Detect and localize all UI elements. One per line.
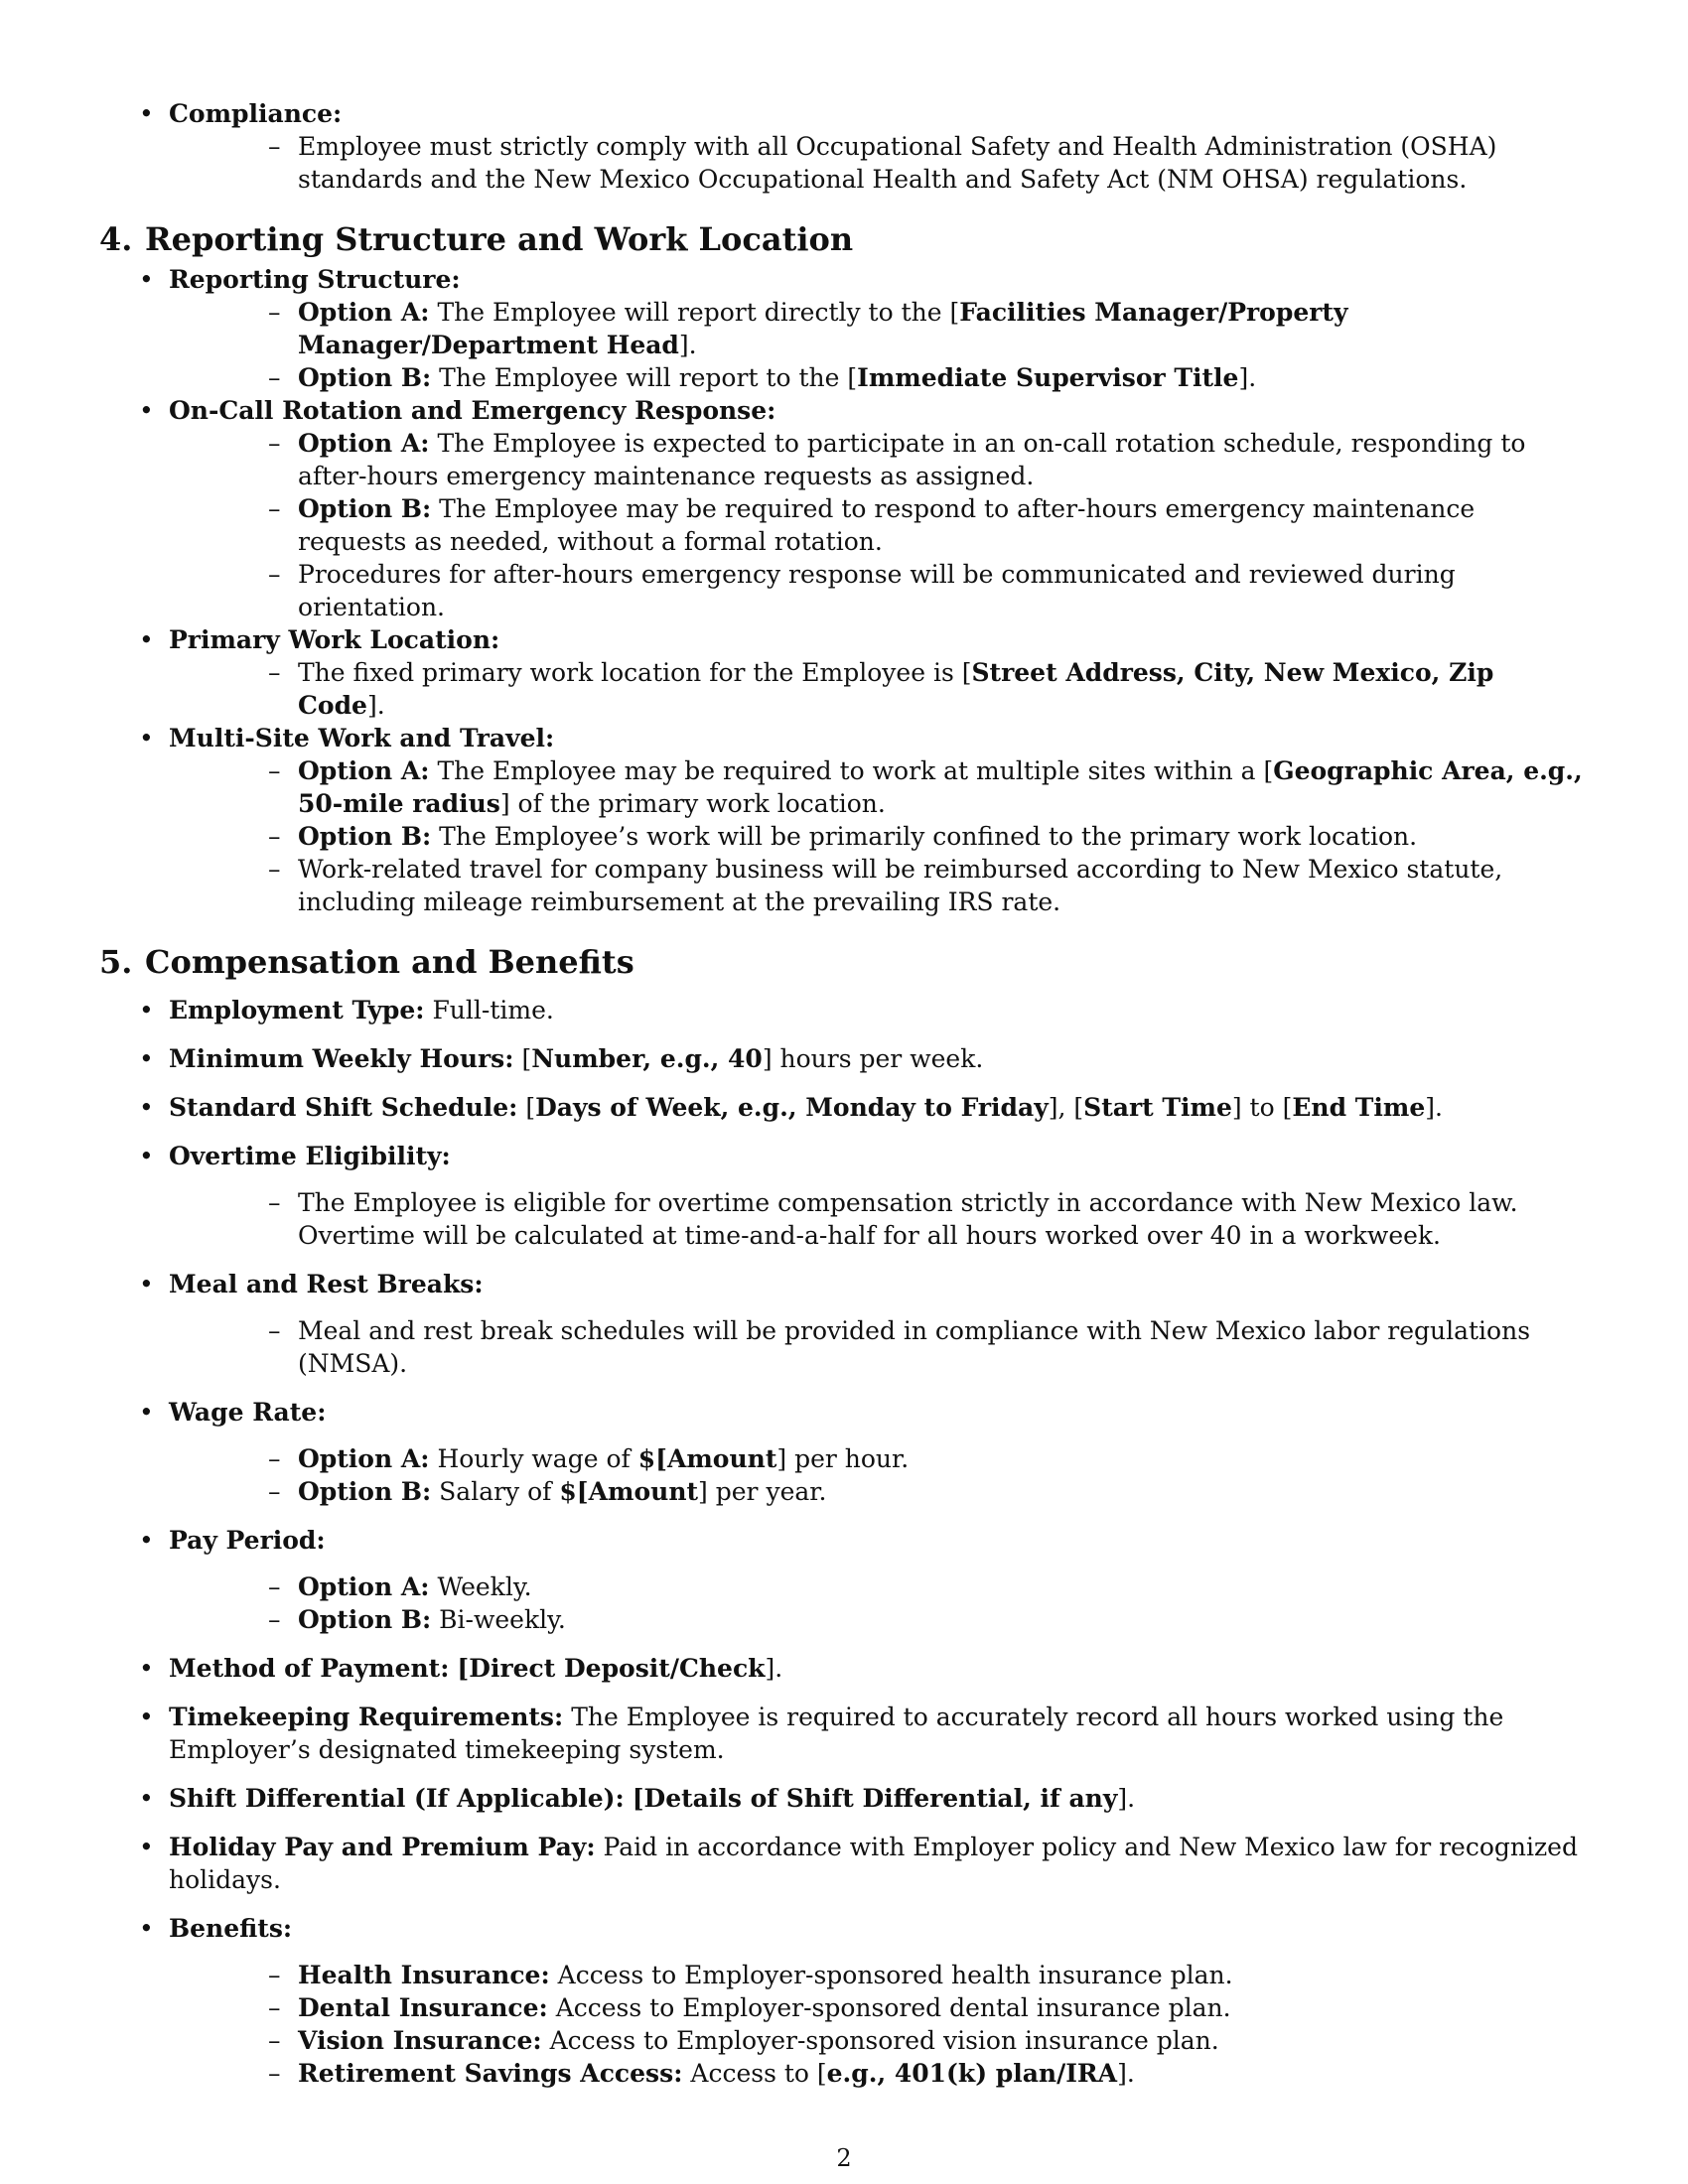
holiday-pay-item: • Holiday Pay and Premium Pay: Paid in accordance with Employer policy and New Mexico law for recognized holidays.	[99, 1831, 1589, 1896]
pay-period-option-a: – Option A: Weekly.	[169, 1570, 1589, 1603]
shift-differential-item: • Shift Differential (If Applicable): [Details of Shift Differential, if any].	[99, 1782, 1589, 1815]
pay-period-option-b: – Option B: Bi-weekly.	[169, 1603, 1589, 1636]
page-number: 2	[836, 2144, 852, 2172]
shift-schedule-item: • Standard Shift Schedule: [Days of Week, e.g., Monday to Friday], [Start Time] to [End Time].	[99, 1091, 1589, 1124]
on-call-procedures: – Procedures for after-hours emergency response will be communicated and reviewed during orientation.	[169, 558, 1589, 623]
on-call-item: • On-Call Rotation and Emergency Response: – Option A: The Employee is expected to participate in an on-call rotation schedule, responding to after-hours emergency maintenance requests as assigned. – Option B: The Employee may be required to respond to after-hours emergency maintenance requests as needed, without a formal rotation. – Procedures for after-hours emergency response will be communicated and reviewed during orientation.	[99, 394, 1589, 623]
on-call-option-b: – Option B: The Employee may be required to respond to after-hours emergency maintenance requests as needed, without a formal rotation.	[169, 492, 1589, 558]
section-4-list	[99, 263, 1589, 918]
multi-site-option-b: – Option B: The Employee’s work will be primarily confined to the primary work location.	[169, 820, 1589, 853]
timekeeping-item: • Timekeeping Requirements: The Employee is required to accurately record all hours worked using the Employer’s designated timekeeping system.	[99, 1701, 1589, 1766]
wage-option-b: – Option B: Salary of $[Amount] per year.	[169, 1475, 1589, 1508]
overtime-item: • Overtime Eligibility: – The Employee is eligible for overtime compensation strictly in accordance with New Mexico law. Overtime will be calculated at time-and-a-half for all hours worked over 40 in a workweek.	[99, 1140, 1589, 1252]
benefit-dental: – Dental Insurance: Access to Employer-sponsored dental insurance plan.	[169, 1991, 1589, 2024]
primary-location-text: – The fixed primary work location for the Employee is [Street Address, City, New Mexico, Zip Code].	[169, 656, 1589, 722]
compliance-label: Compliance:	[169, 99, 343, 128]
minimum-hours-item: • Minimum Weekly Hours: [Number, e.g., 40] hours per week.	[99, 1042, 1589, 1075]
primary-location-item: • Primary Work Location: – The fixed primary work location for the Employee is [Street Address, City, New Mexico, Zip Code].	[99, 623, 1589, 722]
multi-site-option-a: – Option A: The Employee may be required to work at multiple sites within a [Geographic Area, e.g., 50-mile radius] of the primary work location.	[169, 754, 1589, 820]
reporting-structure-item: • Reporting Structure: – Option A: The Employee will report directly to the [Facilities Manager/Property Manager/Department Head]. – Option B: The Employee will report to the [Immediate Supervisor Title].	[99, 263, 1589, 394]
section-4-heading: 4. Reporting Structure and Work Location	[99, 220, 854, 258]
benefit-vision: – Vision Insurance: Access to Employer-sponsored vision insurance plan.	[169, 2024, 1589, 2057]
reporting-option-a: – Option A: The Employee will report directly to the [Facilities Manager/Property Manager/Department Head].	[169, 296, 1589, 361]
pay-period-item: • Pay Period: – Option A: Weekly. – Option B: Bi-weekly.	[99, 1524, 1589, 1636]
employment-type-item: • Employment Type: Full-time.	[99, 994, 1589, 1026]
document-page	[99, 97, 1589, 2090]
benefits-item: • Benefits: – Health Insurance: Access to Employer-sponsored health insurance plan. – Dental Insurance: Access to Employer-sponsored dental insurance plan. – Vision Insurance: Access to Employer-sponsored vision insurance plan. – Retirement Savings Access: Access to [e.g., 401(k) plan/IRA].	[99, 1912, 1589, 2090]
wage-rate-item: • Wage Rate: – Option A: Hourly wage of $[Amount] per hour. – Option B: Salary of $[Amount] per year.	[99, 1396, 1589, 1508]
breaks-item: • Meal and Rest Breaks: – Meal and rest break schedules will be provided in compliance with New Mexico labor regulations (NMSA).	[99, 1268, 1589, 1380]
reporting-option-b: – Option B: The Employee will report to the [Immediate Supervisor Title].	[169, 361, 1589, 394]
benefit-retirement: – Retirement Savings Access: Access to [e.g., 401(k) plan/IRA].	[169, 2057, 1589, 2090]
wage-option-a: – Option A: Hourly wage of $[Amount] per hour.	[169, 1442, 1589, 1475]
section-5-list	[99, 994, 1589, 2090]
overtime-text: – The Employee is eligible for overtime compensation strictly in accordance with New Mexico law. Overtime will be calculated at time-and-a-half for all hours worked over 40 in a workweek.	[169, 1186, 1589, 1252]
compliance-item	[99, 97, 1589, 196]
compliance-text: – Employee must strictly comply with all Occupational Safety and Health Administration (OSHA) standards and the New Mexico Occupational Health and Safety Act (NM OHSA) regulations.	[169, 130, 1589, 196]
on-call-option-a: – Option A: The Employee is expected to participate in an on-call rotation schedule, responding to after-hours emergency maintenance requests as assigned.	[169, 427, 1589, 492]
section-5-heading: 5. Compensation and Benefits	[99, 943, 634, 981]
travel-reimbursement: – Work-related travel for company business will be reimbursed according to New Mexico statute, including mileage reimbursement at the prevailing IRS rate.	[169, 853, 1589, 918]
payment-method-item: • Method of Payment: [Direct Deposit/Check].	[99, 1652, 1589, 1685]
benefit-health: – Health Insurance: Access to Employer-sponsored health insurance plan.	[169, 1959, 1589, 1991]
multi-site-item: • Multi-Site Work and Travel: – Option A: The Employee may be required to work at multiple sites within a [Geographic Area, e.g., 50-mile radius] of the primary work location. – Option B: The Employee’s work will be primarily confined to the primary work location. – Work-related travel for company business will be reimbursed according to New Mexico statute, including mileage reimbursement at the prevailing IRS rate.	[99, 722, 1589, 918]
breaks-text: – Meal and rest break schedules will be provided in compliance with New Mexico labor regulations (NMSA).	[169, 1314, 1589, 1380]
compliance-list	[99, 97, 1589, 196]
